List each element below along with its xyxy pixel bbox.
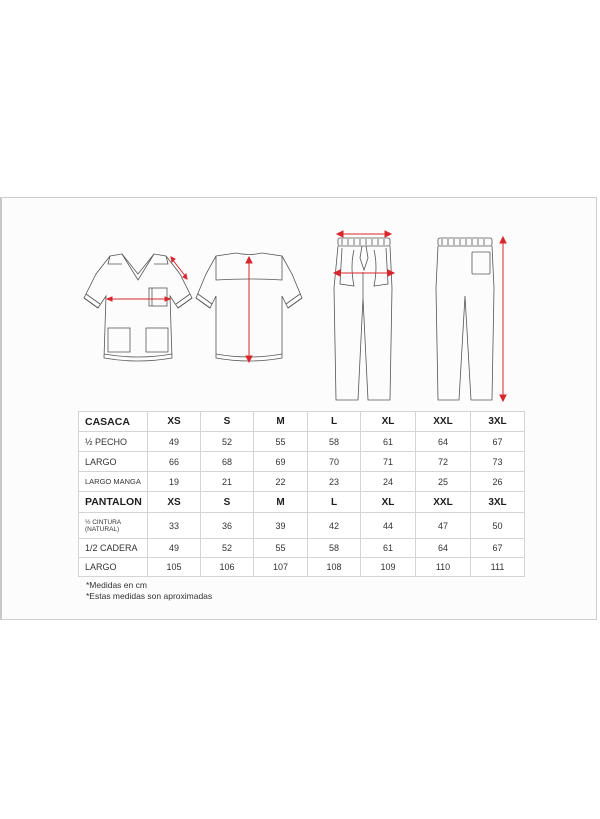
cell: 67 [471,539,525,558]
cell: 66 [148,452,201,472]
size-header: XXL [416,492,471,513]
cell: 50 [471,513,525,539]
size-header: L [308,412,361,432]
cell: 110 [416,558,471,577]
cell: 58 [308,539,361,558]
size-header: 3XL [471,492,525,513]
size-header: 3XL [471,412,525,432]
cell: 111 [471,558,525,577]
scrub-top-back-illustration [194,250,304,365]
size-header: L [308,492,361,513]
size-header: M [254,412,308,432]
cell: 23 [308,472,361,492]
cell: 26 [471,472,525,492]
cell: 109 [361,558,416,577]
table-row [79,452,525,472]
size-header: XL [361,492,416,513]
pants-front-illustration [330,228,398,408]
cell: 21 [201,472,254,492]
size-header: S [201,492,254,513]
cell: 47 [416,513,471,539]
size-header: M [254,492,308,513]
pants-back-illustration [432,228,512,408]
cell: 52 [201,432,254,452]
cell: 44 [361,513,416,539]
cell: 19 [148,472,201,492]
cell: 39 [254,513,308,539]
cell: 105 [148,558,201,577]
cell: 64 [416,432,471,452]
cell: 69 [254,452,308,472]
pantalon-size-table [78,491,525,577]
table-row [79,432,525,452]
cell: 55 [254,539,308,558]
cell: 25 [416,472,471,492]
cell: 22 [254,472,308,492]
cell: 72 [416,452,471,472]
cell: 49 [148,539,201,558]
cell: 71 [361,452,416,472]
cell: 24 [361,472,416,492]
cell: 49 [148,432,201,452]
table-header-row [79,492,525,513]
cell: 61 [361,539,416,558]
cell: 68 [201,452,254,472]
size-header: XS [148,492,201,513]
row-label-line1: ½ CINTURA [85,518,122,526]
cell: 36 [201,513,254,539]
cell: 61 [361,432,416,452]
size-header: S [201,412,254,432]
table-header-row [79,412,525,432]
cell: 64 [416,539,471,558]
table-row [79,539,525,558]
size-header: XXL [416,412,471,432]
row-label: ½ PECHO [79,432,148,452]
size-header: XS [148,412,201,432]
cell: 67 [471,432,525,452]
cell: 106 [201,558,254,577]
footnotes [86,580,212,602]
cell: 42 [308,513,361,539]
row-label: LARGO [79,558,148,577]
footnote: *Estas medidas son aproximadas [86,591,213,601]
cell: 73 [471,452,525,472]
table-title: PANTALON [79,492,148,513]
table-title: CASACA [79,412,148,432]
size-header: XL [361,412,416,432]
cell: 55 [254,432,308,452]
row-label: LARGO [79,452,148,472]
cell: 70 [308,452,361,472]
table-row [79,472,525,492]
cell: 107 [254,558,308,577]
footnote: *Medidas en cm [86,580,147,590]
row-label: 1/2 CADERA [79,539,148,558]
table-row [79,513,525,539]
cell: 33 [148,513,201,539]
cell: 108 [308,558,361,577]
row-label-line2: (NATURAL) [85,525,120,533]
scrub-top-front-illustration [82,250,194,365]
cell: 52 [201,539,254,558]
table-row [79,558,525,577]
row-label: LARGO MANGA [79,472,148,492]
cell: 58 [308,432,361,452]
casaca-size-table [78,411,525,492]
row-label [79,513,148,539]
